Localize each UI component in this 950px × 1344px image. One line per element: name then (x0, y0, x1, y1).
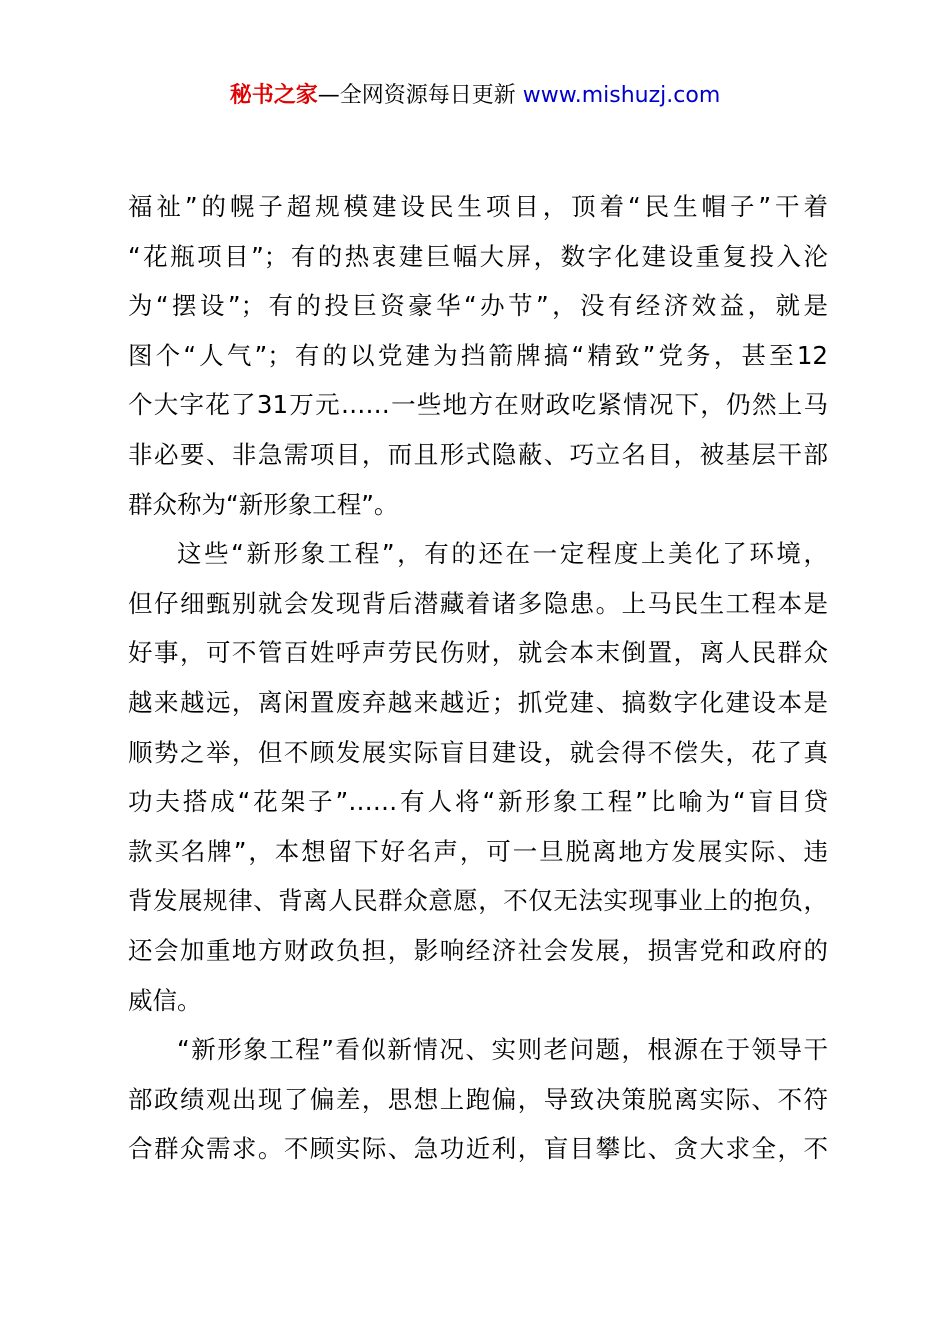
text-line: “新形象工程”看似新情况、实则老问题，根源在于领导干 (177, 1035, 828, 1065)
text-line: 款买名牌”，本想留下好名声，可一旦脱离地方发展实际、违 (128, 836, 828, 866)
text-line: 非必要、非急需项目，而且形式隐蔽、巧立名目，被基层干部 (128, 439, 828, 469)
text-line: “花瓶项目”；有的热衷建巨幅大屏，数字化建设重复投入沦 (128, 241, 828, 271)
text-line: 好事，可不管百姓呼声劳民伤财，就会本末倒置，离人民群众 (128, 638, 828, 668)
text-line: 个大字花了31万元……一些地方在财政吃紧情况下，仍然上马 (128, 390, 828, 420)
text-line: 部政绩观出现了偏差，思想上跑偏，导致决策脱离实际、不符 (128, 1084, 828, 1114)
page-header (0, 80, 950, 112)
text-line: 功夫搭成“花架子”……有人将“新形象工程”比喻为“盲目贷 (128, 787, 828, 817)
text-line: 还会加重地方财政负担，影响经济社会发展，损害党和政府的 (128, 935, 828, 965)
text-line: 这些“新形象工程”，有的还在一定程度上美化了环境， (177, 539, 828, 569)
paragraph-1 (128, 182, 828, 529)
text-line: 为“摆设”；有的投巨资豪华“办节”，没有经济效益，就是 (128, 291, 828, 321)
article-body (128, 182, 828, 1174)
paragraph-2 (128, 529, 828, 1025)
text-line: 背发展规律、背离人民群众意愿，不仅无法实现事业上的抱负， (128, 886, 828, 916)
text-line: 威信。 (128, 985, 202, 1015)
paragraph-3 (128, 1025, 828, 1174)
text-line: 但仔细甄别就会发现背后潜藏着诸多隐患。上马民生工程本是 (128, 588, 828, 618)
site-url[interactable]: www.mishuzj.com (522, 83, 721, 108)
text-line: 越来越远，离闲置废弃越来越近；抓党建、搞数字化建设本是 (128, 687, 828, 717)
text-line: 福祉”的幌子超规模建设民生项目，顶着“民生帽子”干着 (128, 192, 828, 221)
site-brand: 秘书之家 (229, 83, 318, 108)
text-line: 合群众需求。不顾实际、急功近利，盲目攀比、贪大求全，不 (128, 1134, 828, 1164)
text-line: 图个“人气”；有的以党建为挡箭牌搞“精致”党务，甚至12 (128, 340, 828, 370)
text-line: 群众称为“新形象工程”。 (128, 489, 399, 519)
text-line: 顺势之举，但不顾发展实际盲目建设，就会得不偿失，花了真 (128, 737, 828, 767)
site-tagline: —全网资源每日更新 (317, 83, 516, 108)
